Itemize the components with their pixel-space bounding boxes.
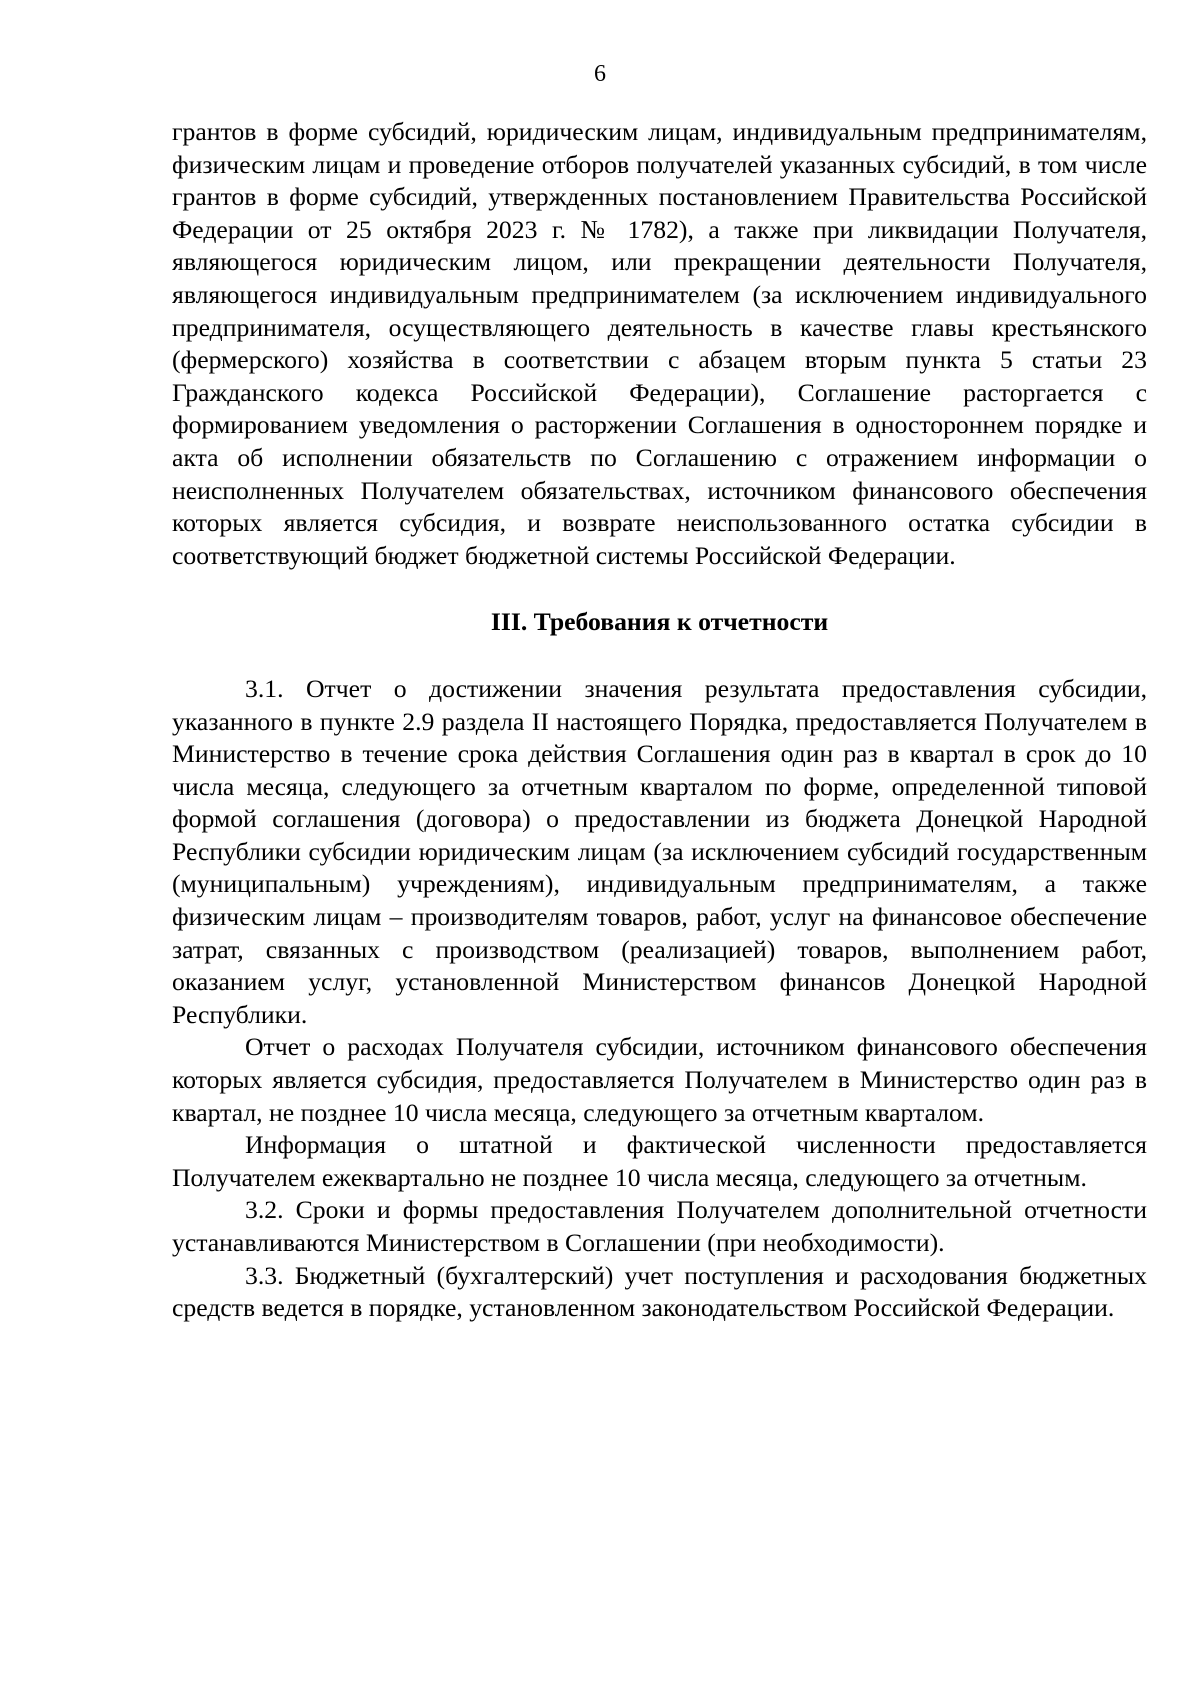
paragraph-3-3: 3.3. Бюджетный (бухгалтерский) учет поступления и расходования бюджетных средств ведется в порядке, установленном законодательством Российской Федерации.: [172, 1260, 1147, 1323]
paragraph-3-2: 3.2. Сроки и формы предоставления Получателем дополнительной отчетности устанавливаются Министерством в Соглашении (при необходимости).: [172, 1195, 1147, 1257]
paragraph-staff-info: Информация о штатной и фактической численности предоставляется Получателем ежеквартально не позднее 10 числа месяца, следующего за отчетным.: [172, 1130, 1147, 1192]
section-heading: III. Требования к отчетности: [490, 607, 829, 637]
page-number: 6: [594, 61, 606, 87]
paragraph-expense-report: Отчет о расходах Получателя субсидии, источником финансового обеспечения которых является субсидия, предоставляется Получателем в Министерство один раз в квартал, не позднее 10 числа месяца, следующего за отчетным кварталом.: [172, 1032, 1147, 1127]
document-body: [172, 116, 1147, 1325]
paragraph-continuation: грантов в форме субсидий, юридическим лицам, индивидуальным предпринимателям, физическим лицам и проведение отборов получателей указанных субсидий, в том числе грантов в форме субсидий, утвержденных постановлением Правительства Российской Федерации от 25 октября 2023 г. № 1782), а также при ликвидации Получателя, являющегося юридическим лицом, или прекращении деятельности Получателя, являющегося индивидуальным предпринимателем (за исключением индивидуального предпринимателя, осуществляющего деятельность в качестве главы крестьянского (фермерского) хозяйства в соответствии с абзацем вторым пункта 5 статьи 23 Гражданского кодекса Российской Федерации), Соглашение расторгается с формированием уведомления о расторжении Соглашения в одностороннем порядке и акта об исполнении обязательств по Соглашению с отражением информации о неисполненных Получателем обязательствах, источником финансового обеспечения которых является субсидия, и возврате неиспользованного остатка субсидии в соответствующий бюджет бюджетной системы Российской Федерации.: [172, 117, 1147, 570]
paragraph-3-1: 3.1. Отчет о достижении значения результата предоставления субсидии, указанного в пункте 2.9 раздела II настоящего Порядка, предоставляется Получателем в Министерство в течение срока действия Соглашения один раз в квартал в срок до 10 числа месяца, следующего за отчетным кварталом по форме, определенной типовой формой соглашения (договора) о предоставлении из бюджета Донецкой Народной Республики субсидии юридическим лицам (за исключением субсидий государственным (муниципальным) учреждениям), индивидуальным предпринимателям, а также физическим лицам – производителям товаров, работ, услуг на финансовое обеспечение затрат, связанных с производством (реализацией) товаров, выполнением работ, оказанием услуг, установленной Министерством финансов Донецкой Народной Республики.: [172, 673, 1147, 1029]
